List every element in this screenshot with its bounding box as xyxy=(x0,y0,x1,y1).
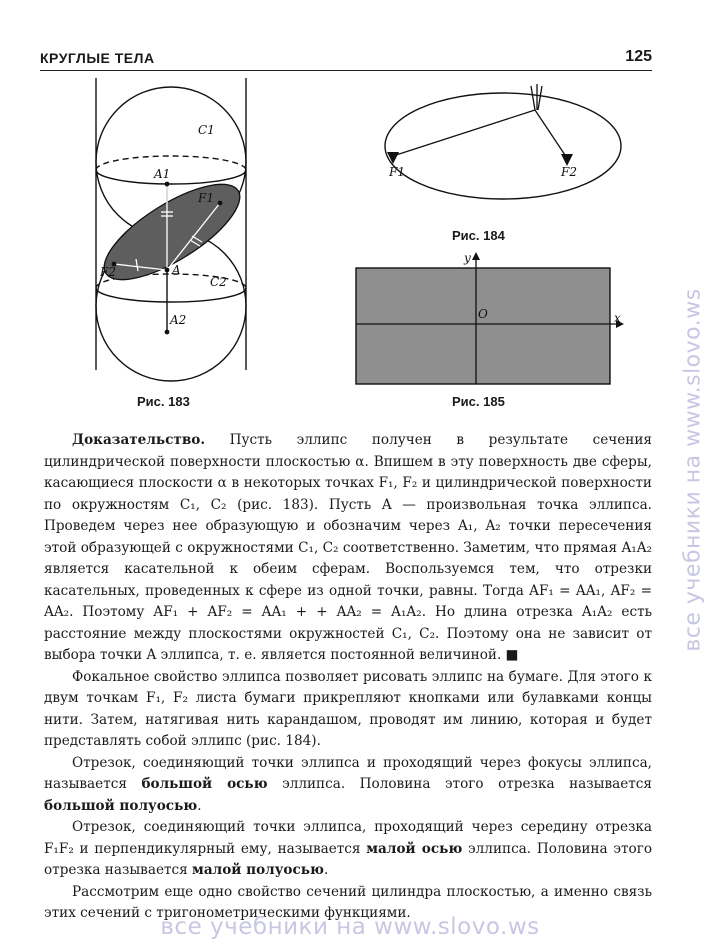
text-run: . xyxy=(323,862,329,878)
label-a2: A2 xyxy=(170,313,187,327)
label-f2: F2 xyxy=(561,165,577,179)
paragraph xyxy=(44,667,652,753)
text-run: Отрезок, соединяющий точки эллипса и проходящий через фокусы эллипса, называется xyxy=(44,754,652,792)
caption-fig-185: Рис. 185 xyxy=(452,394,505,409)
string-right xyxy=(535,110,567,158)
text-run: Пусть эллипс получен в результате сечения цилиндрической поверхности плоскостью α. Впишем в эту поверхность две сферы, касающиеся плоскости α в некоторых точках F₁, F₂ и цилиндрической поверхности по окружностям C₁, C₂ (рис. 183). Пусть A — произвольная точка эллипса. Проведем через нее образующую и обозначим через A₁, A₂ точки пересечения этой образующей с окружностями C₁, C₂ соответственно. Заметим, что прямая A₁A₂ является касательной к обеим сферам. Воспользуемся тем, что отрезки касательных, проведенных к сфере из одной точки, равны. Тогда AF₁ = AA₁, AF₂ = AA₂. Поэтому AF₁ + AF₂ = AA₁ + + AA₂ = A₁A₂. Но длина отрезка A₁A₂ есть расстояние между плоскостями окружностей C₁, C₂. Поэтому она не зависит от выбора точки A эллипса, т. е. является постоянной величиной. ■ xyxy=(44,432,652,663)
figure-183-cylinder-spheres xyxy=(88,74,260,390)
drawn-ellipse xyxy=(385,93,621,199)
label-f1: F1 xyxy=(389,165,405,179)
label-a1: A1 xyxy=(154,167,171,181)
text-run: эллипса. Половина этого отрезка называется xyxy=(267,776,652,792)
label-c2: C2 xyxy=(210,275,227,289)
bold-term: малой полуосью xyxy=(192,862,324,878)
text-run: Рассмотрим еще одно свойство сечений цилиндра плоскостью, а именно связь этих сечений с тригонометрическими функциями. xyxy=(44,883,652,921)
text-run: Фокальное свойство эллипса позволяет рисовать эллипс на бумаге. Для этого к двум точкам F₁, F₂ листа бумаги прикрепляют кнопками или булавками концы нити. Затем, натягивая нить карандашом, проводят им линию, которая и будет представлять собой эллипс (рис. 184). xyxy=(44,668,652,749)
section-title: КРУГЛЫЕ ТЕЛА xyxy=(40,50,155,66)
circle-c1-front xyxy=(96,170,246,184)
label-f1: F1 xyxy=(198,191,214,205)
bold-term: Доказательство. xyxy=(72,432,206,448)
bold-term: большой полуосью xyxy=(44,797,198,814)
circle-c2-front xyxy=(96,288,246,302)
label-x: x xyxy=(614,311,621,325)
bold-term: большой осью xyxy=(141,776,268,792)
paragraph xyxy=(44,430,652,667)
text-run: Отрезок, соединяющий точки эллипса, проходящий через середину отрезка F₁F₂ и перпендикулярный ему, называется xyxy=(44,819,652,857)
body-text xyxy=(44,430,652,925)
figure-184-string-ellipse xyxy=(375,82,635,222)
paragraph xyxy=(44,817,652,882)
text-run: эллипса. Половина этого отрезка называется xyxy=(44,840,652,878)
text-run: . xyxy=(197,797,202,814)
watermark-bottom: все учебники на www.slovo.ws xyxy=(160,914,540,940)
caption-fig-183: Рис. 183 xyxy=(137,394,190,409)
paragraph xyxy=(44,753,652,818)
circle-c1-back xyxy=(96,156,246,170)
label-o: O xyxy=(478,307,488,321)
label-y: y xyxy=(464,251,471,265)
string-left xyxy=(393,110,535,156)
unrolled-surface xyxy=(356,268,610,384)
y-axis-arrow-icon xyxy=(472,252,480,260)
running-header xyxy=(40,48,652,71)
figure-185-coordinate-rect xyxy=(350,250,630,390)
watermark-side: все учебники на www.slovo.ws xyxy=(680,288,706,652)
page-number: 125 xyxy=(625,48,652,65)
label-a: A xyxy=(172,263,181,277)
label-f2: F2 xyxy=(100,265,116,279)
bold-term: малой осью xyxy=(366,840,463,857)
label-c1: C1 xyxy=(198,123,215,137)
caption-fig-184: Рис. 184 xyxy=(452,228,505,243)
